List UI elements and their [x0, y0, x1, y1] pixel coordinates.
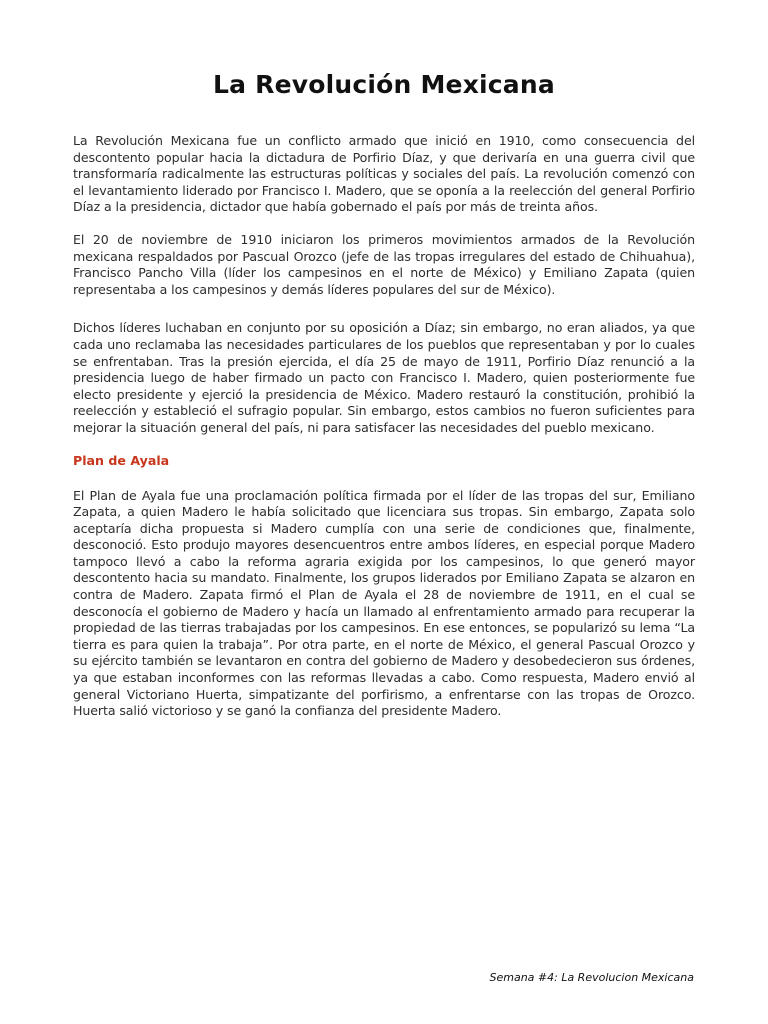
- page-title: La Revolución Mexicana: [213, 70, 555, 99]
- paragraph-plan-de-ayala: El Plan de Ayala fue una proclamación política firmada por el líder de las tropas del sur, Emiliano Zapata, a quien Madero le había solicitado que licenciara sus tropas. Sin embargo, Zapata solo aceptaría dicha propuesta si Madero cumplía con una serie de condiciones que, finalmente, desconoció. Esto produjo mayores desencuentros entre ambos líderes, en especial porque Madero tampoco llevó a cabo la reforma agraria exigida por los campesinos, lo que generó mayor descontento hacia su mandato. Finalmente, los grupos liderados por Emiliano Zapata se alzaron en contra de Madero. Zapata firmó el Plan de Ayala el 28 de noviembre de 1911, en el cual se desconocía el gobierno de Madero y hacía un llamado al enfrentamiento armado para recuperar la propiedad de las tierras trabajadas por los campesinos. En ese entonces, se popularizó su lema “La tierra es para quien la trabaja”. Por otra parte, en el norte de México, el general Pascual Orozco y su ejército también se levantaron en contra del gobierno de Madero y desobedecieron sus órdenes, ya que estaban inconformes con las reformas llevadas a cabo. Como respuesta, Madero envió al general Victoriano Huerta, simpatizante del porfirismo, a enfrentarse con las tropas de Orozco. Huerta salió victorioso y se ganó la confianza del presidente Madero.: [73, 487, 695, 719]
- paragraph-leaders: Dichos líderes luchaban en conjunto por su oposición a Díaz; sin embargo, no eran aliados, ya que cada uno reclamaba las necesidades particulares de los pueblos que representaban y por lo cuales se enfrentaban. Tras la presión ejercida, el día 25 de mayo de 1911, Porfirio Díaz renunció a la presidencia luego de haber firmado un pacto con Francisco I. Madero, quien posteriormente fue electo presidente y ejerció la presidencia de México. Madero restauró la constitución, prohibió la reelección y estableció el sufragio popular. Sin embargo, estos cambios no fueron suficientes para mejorar la situación general del país, ni para satisfacer las necesidades del pueblo mexicano.: [73, 320, 695, 435]
- page-footer: Semana #4: La Revolucion Mexicana: [489, 971, 694, 984]
- section-heading-plan-de-ayala: Plan de Ayala: [73, 452, 170, 468]
- paragraph-november-1910: El 20 de noviembre de 1910 iniciaron los primeros movimientos armados de la Revolución mexicana respaldados por Pascual Orozco (jefe de las tropas irregulares del estado de Chihuahua), Francisco Pancho Villa (líder los campesinos en el norte de México) y Emiliano Zapata (quien representaba a los campesinos y demás líderes populares del sur de México).: [73, 231, 695, 297]
- paragraph-intro: La Revolución Mexicana fue un conflicto armado que inició en 1910, como consecuencia del descontento popular hacia la dictadura de Porfirio Díaz, y que derivaría en una guerra civil que transformaría radicalmente las estructuras políticas y sociales del país. La revolución comenzó con el levantamiento liderado por Francisco I. Madero, que se oponía a la reelección del general Porfirio Díaz a la presidencia, dictador que había gobernado el país por más de treinta años.: [73, 133, 695, 215]
- document-body: [73, 133, 695, 720]
